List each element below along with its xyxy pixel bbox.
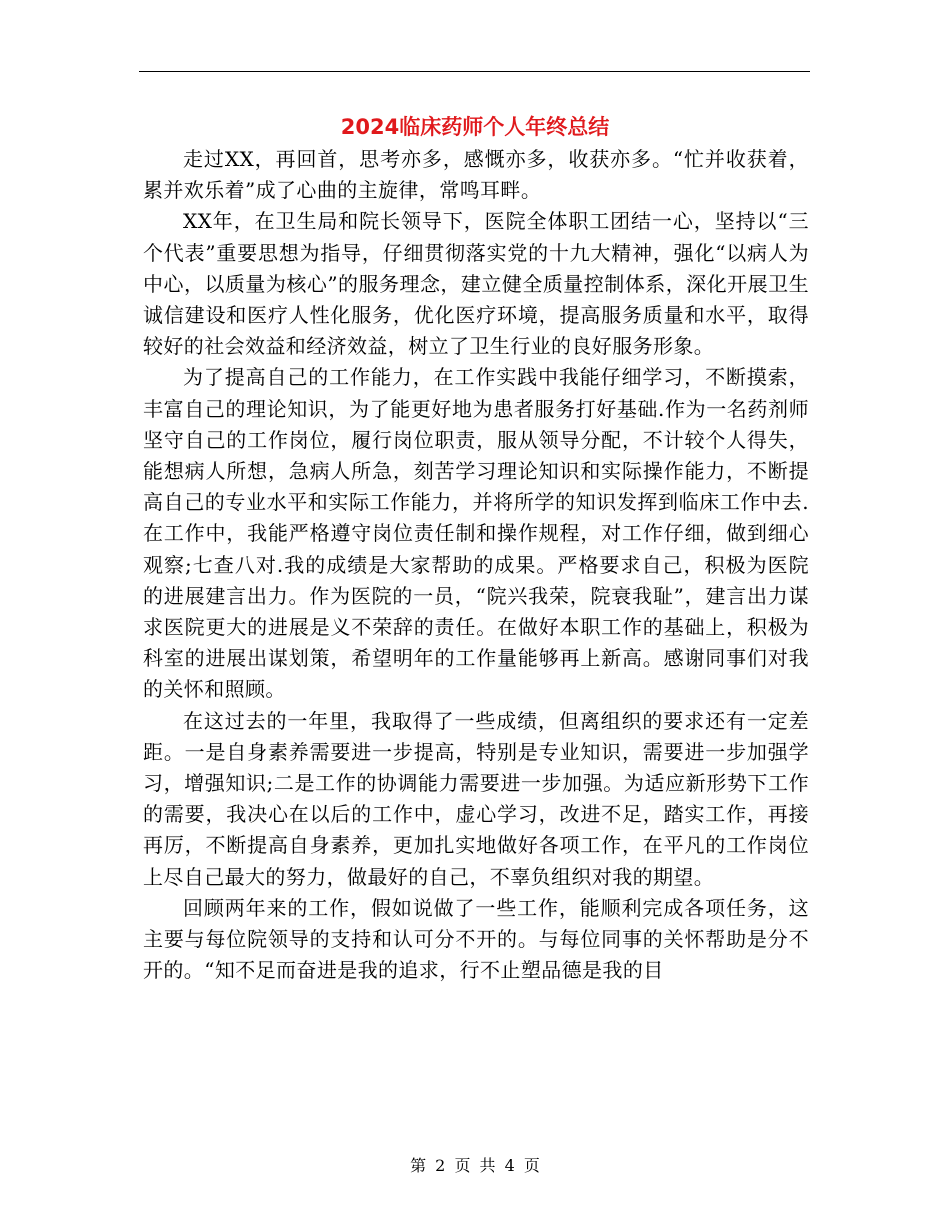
paragraph-3: 为了提高自己的工作能力，在工作实践中我能仔细学习，不断摸索，丰富自己的理论知识，为了能更好地为患者服务打好基础.作为一名药剂师坚守自己的工作岗位，履行岗位职责，服从领导分配，不计较个人得失，能想病人所想，急病人所急，刻苦学习理论知识和实际操作能力，不断提高自己的专业水平和实际工作能力，并将所学的知识发挥到临床工作中去.在工作中，我能严格遵守岗位责任制和操作规程，对工作仔细，做到细心观察;七查八对.我的成绩是大家帮助的成果。严格要求自己，积极为医院的进展建言出力。作为医院的一员，“院兴我荣，院衰我耻”，建言出力谋求医院更大的进展是义不荣辞的责任。在做好本职工作的基础上，积极为科室的进展出谋划策，希望明年的工作量能够再上新高。感谢同事们对我的关怀和照顾。 [143,365,809,702]
page-number-footer: 第 2 页 共 4 页 [410,1156,540,1175]
paragraph-1: 走过XX，再回首，思考亦多，感慨亦多，收获亦多。“忙并收获着，累并欢乐着”成了心曲的主旋律，常鸣耳畔。 [143,147,809,203]
document-body [143,144,809,986]
paragraph-5: 回顾两年来的工作，假如说做了一些工作，能顺利完成各项任务，这主要与每位院领导的支持和认可分不开的。与每位同事的关怀帮助是分不开的。“知不足而奋进是我的追求，行不止塑品德是我的目 [143,895,809,983]
document-title: 2024临床药师个人年终总结 [340,115,610,139]
header-rule [139,71,810,72]
paragraph-2: XX年，在卫生局和院长领导下，医院全体职工团结一心，坚持以“三个代表”重要思想为指导，仔细贯彻落实党的十九大精神，强化“以病人为中心，以质量为核心”的服务理念，建立健全质量控制体系，深化开展卫生诚信建设和医疗人性化服务，优化医疗环境，提高服务质量和水平，取得较好的社会效益和经济效益，树立了卫生行业的良好服务形象。 [143,209,809,359]
paragraph-4: 在这过去的一年里，我取得了一些成绩，但离组织的要求还有一定差距。一是自身素养需要进一步提高，特别是专业知识，需要进一步加强学习，增强知识;二是工作的协调能力需要进一步加强。为适应新形势下工作的需要，我决心在以后的工作中，虚心学习，改进不足，踏实工作，再接再厉，不断提高自身素养，更加扎实地做好各项工作，在平凡的工作岗位上尽自己最大的努力，做最好的自己，不辜负组织对我的期望。 [143,708,809,889]
